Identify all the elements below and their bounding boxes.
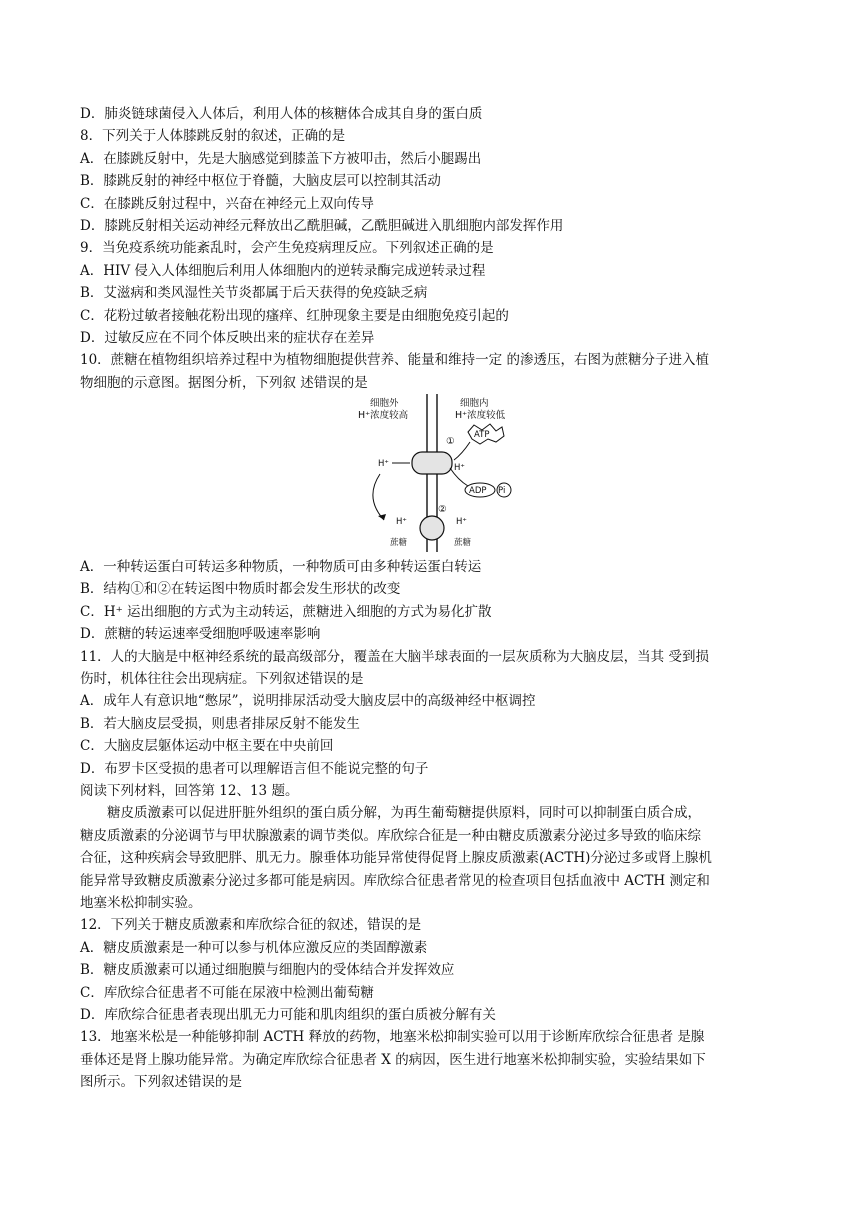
transporter-2	[420, 516, 444, 540]
q10-option-c: C．H⁺ 运出细胞的方式为主动转运，蔗糖进入细胞的方式为易化扩散	[80, 603, 492, 620]
q13-line-2: 垂体还是肾上腺功能异常。为确定库欣综合征患者 X 的病因，医生进行地塞米松抑制实验，实验结果如下	[80, 1051, 706, 1068]
q11-option-a: A．成年人有意识地“憋尿”，说明排尿活动受大脑皮层中的高级神经中枢调控	[80, 693, 536, 710]
q8-option-b: B．膝跳反射的神经中枢位于脊髓，大脑皮层可以控制其活动	[80, 173, 441, 190]
q8-option-d: D．膝跳反射相关运动神经元释放出乙酰胆碱，乙酰胆碱进入肌细胞内部发挥作用	[80, 217, 564, 234]
material-line-4: 能异常导致糖皮质激素分泌过多都可能是病因。库欣综合征患者常见的检查项目包括血液中 ACTH 测定和	[80, 872, 710, 889]
q11-option-d: D．布罗卡区受损的患者可以理解语言但不能说完整的句子	[80, 760, 429, 777]
inside-label-1: 细胞内	[460, 398, 489, 410]
h-plus-return-arrow	[373, 474, 384, 520]
q12-option-c: C．库欣综合征患者不可能在尿液中检测出葡萄糖	[80, 984, 374, 1001]
h-plus-return-arrowhead	[378, 514, 386, 520]
h-plus-out-2: H⁺	[396, 517, 407, 528]
sucrose-transport-figure	[80, 394, 780, 556]
q7-option-d: D．肺炎链球菌侵入人体后，利用人体的核糖体合成其自身的蛋白质	[80, 106, 483, 122]
q10-stem-line2: 物细胞的示意图。据图分析，下列叙 述错误的是	[80, 374, 368, 391]
sucrose-out-label: 蔗糖	[390, 538, 408, 549]
transporter-1	[412, 452, 452, 474]
material-intro: 阅读下列材料，回答第 12、13 题。	[80, 782, 299, 799]
h-plus-in-2: H⁺	[456, 517, 467, 528]
h-plus-in-1: H⁺	[454, 463, 465, 474]
atp-arrow	[454, 442, 470, 460]
sucrose-in-label: 蔗糖	[454, 538, 472, 549]
q13-line-3: 图所示。下列叙述错误的是	[80, 1074, 242, 1091]
q11-stem-line1: 11．人的大脑是中枢神经系统的最高级部分，覆盖在大脑半球表面的一层灰质称为大脑皮层，当其 受到损	[80, 648, 709, 665]
q9-option-c: C．花粉过敏者接触花粉出现的瘙痒、红肿现象主要是由细胞免疫引起的	[80, 307, 509, 324]
atp-label: ATP	[474, 430, 490, 441]
h-plus-out-1: H⁺	[378, 459, 389, 470]
q12-option-a: A．糖皮质激素是一种可以参与机体应激反应的类固醇激素	[80, 939, 428, 956]
q12-option-d: D．库欣综合征患者表现出肌无力可能和肌肉组织的蛋白质被分解有关	[80, 1006, 496, 1023]
marker-2: ②	[438, 504, 447, 516]
q8-stem: 8．下列关于人体膝跳反射的叙述，正确的是	[80, 128, 346, 145]
outside-label-1: 细胞外	[370, 398, 399, 410]
q9-option-d: D．过敏反应在不同个体反映出来的症状存在差异	[80, 329, 375, 346]
material-line-2: 糖皮质激素的分泌调节与甲状腺激素的调节类似。库欣综合征是一种由糖皮质激素分泌过多导致的临床综	[80, 827, 701, 844]
material-line-1: 糖皮质激素可以促进肝脏外组织的蛋白质分解，为再生葡萄糖提供原料，同时可以抑制蛋白质合成，	[107, 805, 701, 822]
q12-option-b: B．糖皮质激素可以通过细胞膜与细胞内的受体结合并发挥效应	[80, 962, 455, 979]
pi-label: Pi	[498, 486, 506, 497]
q11-option-c: C．大脑皮层躯体运动中枢主要在中央前回	[80, 738, 334, 755]
marker-1: ①	[446, 436, 455, 448]
q9-stem: 9．当免疫系统功能紊乱时，会产生免疫病理反应。下列叙述正确的是	[80, 240, 494, 257]
q12-stem: 12．下列关于糖皮质激素和库欣综合征的叙述，错误的是	[80, 917, 422, 934]
exam-page	[80, 103, 780, 1093]
material-line-5: 地塞米松抑制实验。	[80, 894, 202, 911]
inside-label-2: H⁺浓度较低	[455, 410, 506, 422]
q10-option-b: B．结构①和②在转运图中物质时都会发生形状的改变	[80, 581, 401, 598]
membrane-diagram	[350, 394, 550, 554]
material-line-3: 合征，这种疾病会导致肥胖、肌无力。腺垂体功能异常使得促肾上腺皮质激素(ACTH)分泌过多或肾上腺机	[80, 850, 712, 867]
q8-option-a: A．在膝跳反射中，先是大脑感觉到膝盖下方被叩击，然后小腿踢出	[80, 150, 482, 167]
q9-option-b: B．艾滋病和类风湿性关节炎都属于后天获得的免疫缺乏病	[80, 285, 428, 302]
q10-option-a: A．一种转运蛋白可转运多种物质，一种物质可由多种转运蛋白转运	[80, 559, 482, 576]
q9-option-a: A．HIV 侵入人体细胞后利用人体细胞内的逆转录酶完成逆转录过程	[80, 262, 486, 279]
outside-label-2: H⁺浓度较高	[358, 410, 409, 422]
q10-option-d: D．蔗糖的转运速率受细胞呼吸速率影响	[80, 626, 321, 643]
q8-option-c: C．在膝跳反射过程中，兴奋在神经元上双向传导	[80, 195, 374, 212]
q11-option-b: B．若大脑皮层受损，则患者排尿反射不能发生	[80, 715, 360, 732]
adp-label: ADP	[469, 486, 487, 497]
q10-stem-line1: 10．蔗糖在植物组织培养过程中为植物细胞提供营养、能量和维持一定 的渗透压，右图为蔗糖分子进入植	[80, 352, 709, 369]
q13-line-1: 13．地塞米松是一种能够抑制 ACTH 释放的药物，地塞米松抑制实验可以用于诊断库欣综合征患者 是腺	[80, 1029, 705, 1046]
q11-stem-line2: 伤时，机体往往会出现病症。下列叙述错误的是	[80, 671, 364, 688]
